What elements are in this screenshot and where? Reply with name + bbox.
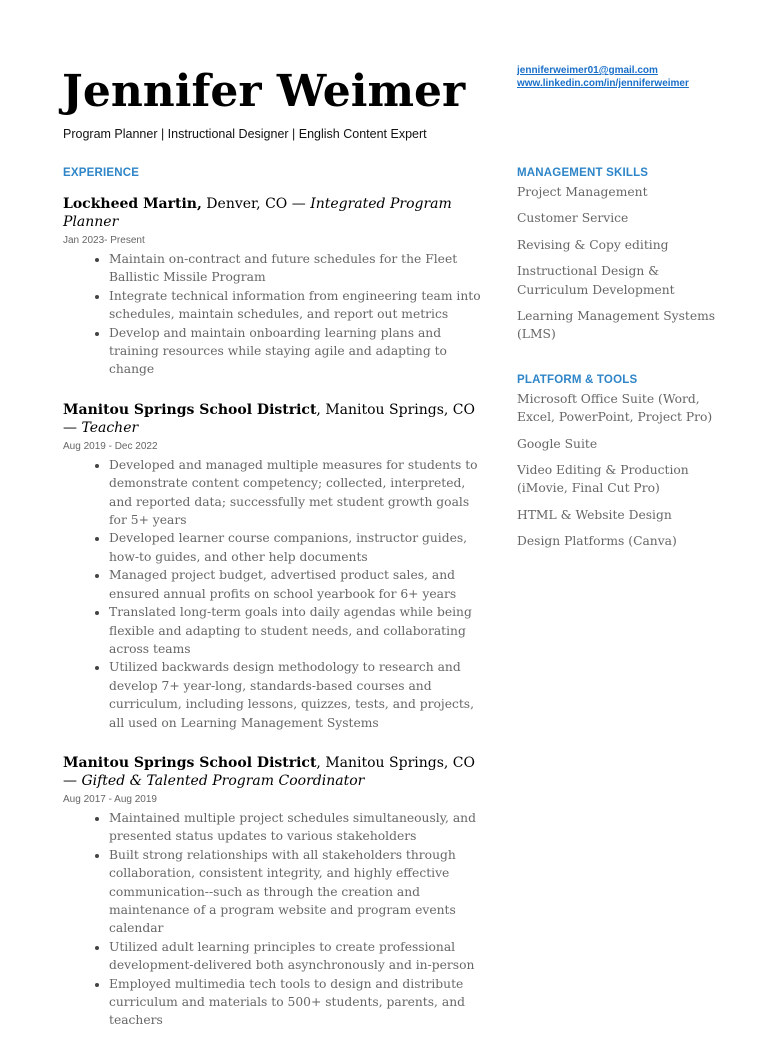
candidate-name: Jennifer Weimer — [62, 66, 466, 117]
job-bullet: • Utilized backwards design methodology to research and develop 7+ year-long, standards-based courses and curriculum, including lessons, quizzes, tests, and projects, all used on Learning Management Systems — [109, 658, 483, 732]
job-bullet: • Develop and maintain onboarding learning plans and training resources while staying agile and adapting to change — [109, 324, 483, 379]
tool-item: HTML & Website Design — [517, 507, 672, 522]
job-bullet: • Maintained multiple project schedules simultaneously, and presented status updates to various stakeholders — [109, 809, 483, 846]
job-title — [63, 401, 483, 437]
experience-section — [63, 167, 483, 1052]
management-skills-section — [517, 167, 717, 344]
job-location: , Manitou Springs, CO — — [63, 754, 475, 789]
job-title — [63, 754, 483, 790]
job-org: Manitou Springs School District — [63, 754, 317, 771]
platform-tools-section — [517, 374, 717, 551]
job-bullet: • Developed and managed multiple measures for students to demonstrate content competency; collected, interpreted, and reported data; successfully met student growth goals for 5+ years — [109, 456, 483, 530]
job-org: Lockheed Martin, — [63, 196, 202, 212]
job-bullet: • Translated long-term goals into daily agendas while being flexible and adapting to student needs, and collaborating across teams — [109, 603, 483, 658]
platform-tools-heading: PLATFORM & TOOLS — [517, 373, 638, 386]
skill-item: Instructional Design & Curriculum Development — [517, 264, 675, 297]
job-bullet: • Utilized adult learning principles to create professional development-delivered both asynchronously and in-person — [109, 938, 483, 975]
tool-item: Video Editing & Production (iMovie, Final Cut Pro) — [517, 463, 689, 496]
job-dates: Aug 2017 - Aug 2019 — [63, 793, 157, 805]
email-link[interactable]: jenniferweimer01@gmail.com — [517, 65, 658, 76]
job-bullet: • Integrate technical information from engineering team into schedules, maintain schedules, and report out metrics — [109, 287, 483, 324]
job-location: Denver, CO — — [201, 196, 311, 212]
tool-item: Google Suite — [517, 436, 598, 451]
skill-item: Project Management — [517, 185, 648, 199]
skill-item: Learning Management Systems (LMS) — [517, 309, 716, 342]
tool-item: Design Platforms (Canva) — [517, 534, 677, 549]
skill-item: Revising & Copy editing — [517, 237, 669, 252]
job-entry — [63, 401, 483, 732]
tool-item: Microsoft Office Suite (Word, Excel, PowerPoint, Project Pro) — [517, 391, 713, 425]
sidebar — [517, 167, 717, 581]
job-entry — [63, 195, 483, 379]
job-entry — [63, 754, 483, 1030]
job-bullet: • Employed multimedia tech tools to design and distribute curriculum and materials to 500+ students, parents, and teachers — [109, 975, 483, 1030]
job-bullets — [63, 809, 483, 1030]
management-skills-heading: MANAGEMENT SKILLS — [517, 167, 649, 179]
job-bullet: • Managed project budget, advertised product sales, and ensured annual profits on school yearbook for 6+ years — [109, 566, 483, 603]
job-bullets — [63, 456, 483, 732]
job-role: Integrated Program Planner — [63, 196, 452, 230]
job-title — [63, 195, 483, 231]
job-bullet: • Developed learner course companions, instructor guides, how-to guides, and other help documents — [109, 529, 483, 566]
job-role: Gifted & Talented Program Coordinator — [81, 772, 365, 789]
experience-heading: EXPERIENCE — [63, 167, 140, 179]
job-dates: Aug 2019 - Dec 2022 — [63, 440, 158, 452]
job-dates: Jan 2023- Present — [63, 235, 145, 246]
job-bullet: • Maintain on-contract and future schedules for the Fleet Ballistic Missile Program — [109, 250, 483, 287]
job-org: Manitou Springs School District — [63, 401, 317, 418]
linkedin-link[interactable]: www.linkedin.com/in/jenniferweimer — [517, 78, 689, 89]
job-role: Teacher — [81, 419, 139, 436]
job-location: , Manitou Springs, CO — — [63, 401, 475, 436]
skill-item: Customer Service — [517, 211, 629, 226]
job-bullets — [63, 250, 483, 379]
contact-block — [517, 64, 689, 90]
job-bullet: • Built strong relationships with all stakeholders through collaboration, consistent integrity, and highly effective communication--such as through the creation and maintenance of a program website and program events calendar — [109, 846, 483, 938]
tagline: Program Planner | Instructional Designer | English Content Expert — [63, 127, 427, 141]
